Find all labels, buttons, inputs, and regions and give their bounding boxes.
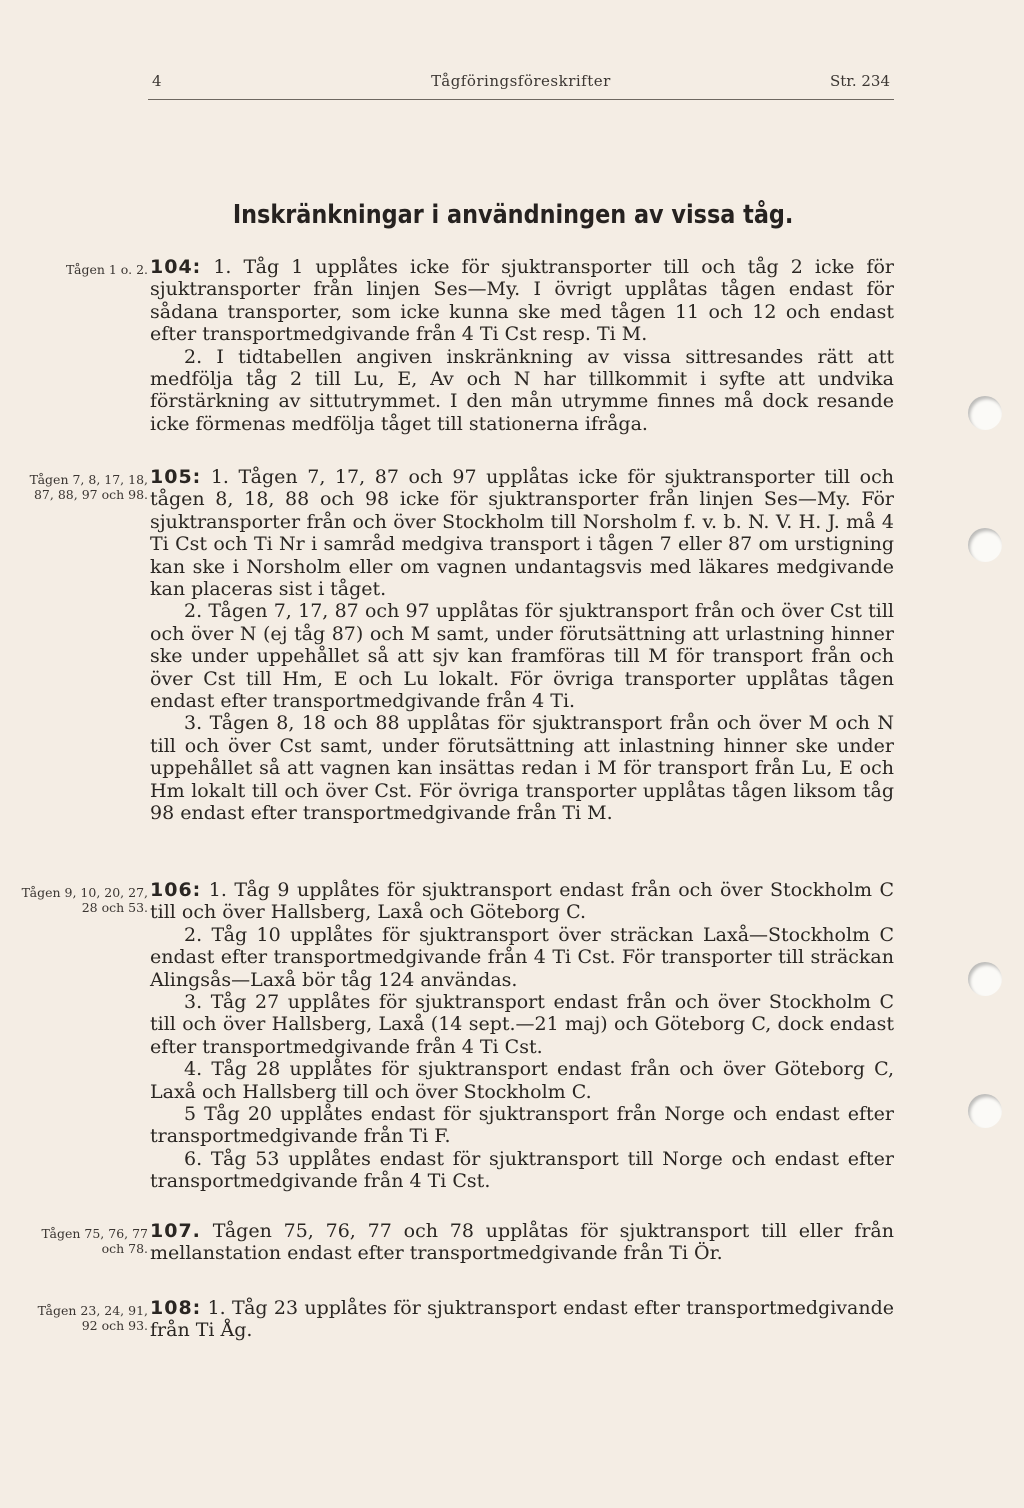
margin-note: Tågen 1 o. 2. [66,262,148,277]
page-title: Inskränkningar i användningen av vissa tåg. [232,200,794,230]
section-number: 107. [150,1220,201,1242]
paragraph: 6. Tåg 53 upplåtes endast för sjuktransport till Norge och endast efter transportmedgivande från 4 Ti Cst. [150,1147,894,1193]
paragraph [150,1220,894,1265]
page-number: 4 [152,72,162,90]
paragraph: 3. Tåg 27 upplåtes för sjuktransport endast från och över Stockholm C till och över Hallsberg, Laxå (14 sept.—21 maj) och Göteborg C, dock endast efter transportmedgivande från 4 Ti Cst. [150,991,894,1058]
paragraph-text: 1. Tåg 23 upplåtes för sjuktransport endast efter transportmedgivande från Ti Åg. [150,1297,894,1342]
section-body [150,466,894,825]
section-body [150,1220,894,1265]
running-header [148,72,894,96]
document-code: Str. 234 [830,72,890,90]
punch-hole [968,396,1002,430]
paragraph-text: Tågen 75, 76, 77 och 78 upplåtas för sjuktransport till eller från mellanstation endast efter transportmedgivande från Ti Ör. [150,1220,894,1265]
paragraph [150,1297,894,1342]
punch-hole [968,528,1002,562]
running-title: Tågföringsföreskrifter [431,72,611,90]
punch-hole [968,1094,1002,1128]
margin-note: Tågen 7, 8, 17, 18, 87, 88, 97 och 98. [29,472,148,502]
section-number: 105: [150,466,202,488]
paragraph-text: 1. Tåg 9 upplåtes för sjuktransport endast från och över Stockholm C till och över Hallsberg, Laxå och Göteborg C. [150,879,894,924]
paragraph [150,466,894,600]
paragraph-text: 1. Tågen 7, 17, 87 och 97 upplåtas icke för sjuktransporter till och tågen 8, 18, 88 och 98 icke för sjuktransporter från linjen Ses—My. För sjuktransporter från och över Stockholm till Norsholm f. v. b. N. V. H. J. må 4 Ti Cst och Ti Nr i samråd medgiva transport i tågen 7 eller 87 om urstigning kan ske i Norsholm eller om vagnen undantagsvis med läkares medgivande kan placeras sist i tåget. [150,466,894,601]
paragraph [150,256,894,346]
paragraph: 2. Tågen 7, 17, 87 och 97 upplåtas för sjuktransport från och över Cst till och över N (ej tåg 87) och M samt, under förutsättning att urlastning hinner ske under uppehållet så att sjv kan framföras till M för transport från och över Cst till Hm, E och Lu lokalt. För övriga transporter upplåtas tågen endast efter transportmedgivande från 4 Ti. [150,600,894,713]
section-number: 106: [150,879,202,901]
section-number: 104: [150,256,202,278]
paragraph: 5 Tåg 20 upplåtes endast för sjuktransport från Norge och endast efter transportmedgivande från Ti F. [150,1103,894,1148]
margin-note: Tågen 75, 76, 77 och 78. [41,1226,148,1256]
paragraph: 2. I tidtabellen angiven inskränkning av vissa sittresandes rätt att medfölja tåg 2 till Lu, E, Av och N har tillkommit i syfte att undvika förstärkning av sittutrymmet. I den mån utrymme finnes må dock resande icke förmenas medfölja tåget till stationerna ifråga. [150,345,894,435]
margin-note: Tågen 23, 24, 91, 92 och 93. [37,1303,148,1333]
paragraph: 2. Tåg 10 upplåtes för sjuktransport över sträckan Laxå—Stockholm C endast efter transportmedgivande från 4 Ti Cst. För transporter till sträckan Alingsås—Laxå bör tåg 124 användas. [150,923,894,991]
margin-note: Tågen 9, 10, 20, 27, 28 och 53. [21,885,148,915]
section-body [150,879,894,1193]
paragraph-text: 1. Tåg 1 upplåtes icke för sjuktransporter till och tåg 2 icke för sjuktransporter från linjen Ses—My. I övrigt upplåtas tågen endast för sådana transporter, som icke kunna ske med tågen 11 och 12 och endast efter transportmedgivande från 4 Ti Cst resp. Ti M. [150,256,894,346]
section-number: 108: [150,1297,202,1319]
paragraph: 4. Tåg 28 upplåtes för sjuktransport endast från och över Göteborg C, Laxå och Hallsberg till och över Stockholm C. [150,1058,894,1103]
header-rule [148,99,894,100]
section-body [150,1297,894,1342]
punch-hole [968,962,1002,996]
section-body [150,256,894,435]
paragraph: 3. Tågen 8, 18 och 88 upplåtas för sjuktransport från och över M och N till och över Cst samt, under förutsättning att inlastning hinner ske under uppehållet så att vagnen kan insättas redan i M för transport från Lu, E och Hm lokalt till och över Cst. För övriga transporter upplåtas tågen liksom tåg 98 endast efter transportmedgivande från Ti M. [150,712,894,825]
paragraph [150,879,894,924]
